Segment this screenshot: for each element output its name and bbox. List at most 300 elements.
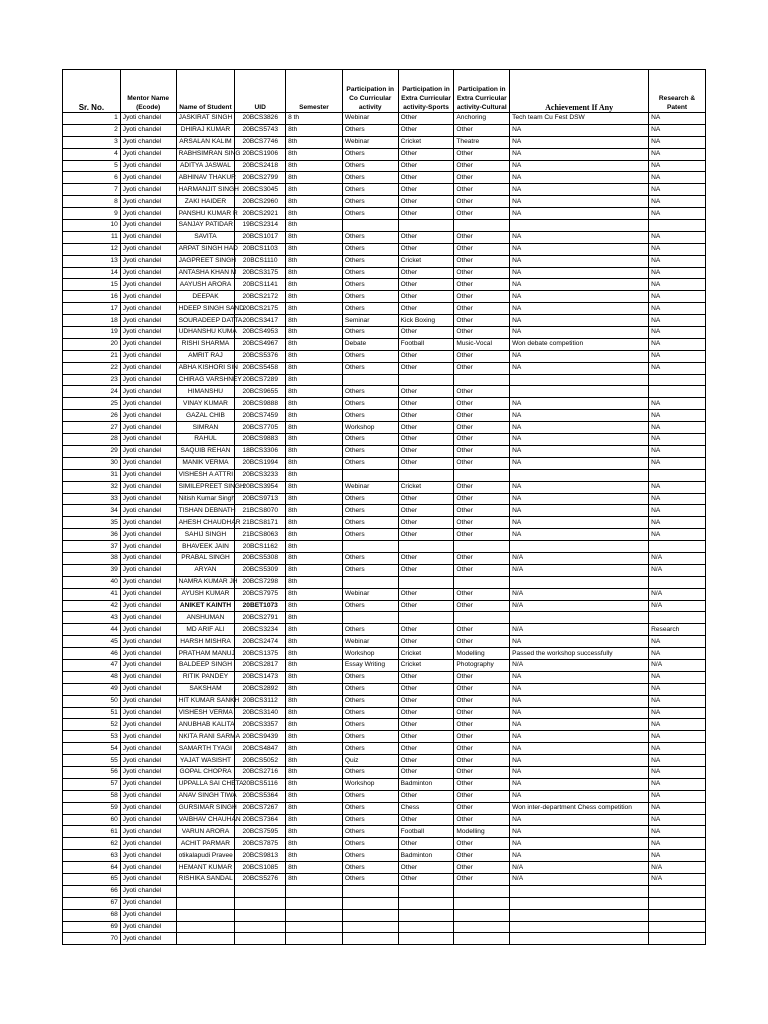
cell-co-curricular: Others xyxy=(342,766,398,778)
table-row xyxy=(63,374,706,386)
cell-co-curricular: Others xyxy=(342,148,398,160)
cell-achievement: NA xyxy=(510,731,649,743)
cell-uid: 20BCS5116 xyxy=(235,778,286,790)
cell-student-name xyxy=(176,909,235,921)
cell-research: NA xyxy=(649,172,706,184)
cell-sr-no: 22 xyxy=(63,362,121,374)
table-row xyxy=(63,731,706,743)
cell-semester: 8th xyxy=(286,374,343,386)
cell-achievement: NA xyxy=(510,362,649,374)
cell-co-curricular xyxy=(342,897,398,909)
cell-achievement: NA xyxy=(510,445,649,457)
cell-cultural: Other xyxy=(454,493,510,505)
cell-achievement: NA xyxy=(510,481,649,493)
cell-achievement: NA xyxy=(510,291,649,303)
cell-uid: 20BCS5276 xyxy=(235,874,286,886)
table-row xyxy=(63,148,706,160)
cell-sports: Other xyxy=(398,350,454,362)
cell-research: N/A xyxy=(649,659,706,671)
cell-cultural: Other xyxy=(454,814,510,826)
cell-uid: 20BCS3826 xyxy=(235,113,286,125)
cell-uid: 20BCS9888 xyxy=(235,398,286,410)
cell-cultural: Other xyxy=(454,802,510,814)
cell-sr-no: 38 xyxy=(63,552,121,564)
cell-sr-no: 16 xyxy=(63,291,121,303)
cell-achievement: NA xyxy=(510,243,649,255)
cell-student-name: RISHIKA SANDAL xyxy=(176,874,235,886)
cell-achievement: NA xyxy=(510,350,649,362)
table-row xyxy=(63,160,706,172)
cell-achievement: NA xyxy=(510,398,649,410)
cell-uid xyxy=(235,885,286,897)
cell-student-name: ANTASHA KHAN M xyxy=(176,267,235,279)
cell-cultural: Other xyxy=(454,410,510,422)
table-row xyxy=(63,683,706,695)
cell-achievement xyxy=(510,885,649,897)
cell-sr-no: 51 xyxy=(63,707,121,719)
cell-sr-no: 64 xyxy=(63,862,121,874)
cell-uid: 20BCS2799 xyxy=(235,172,286,184)
table-row xyxy=(63,850,706,862)
cell-co-curricular xyxy=(342,374,398,386)
table-row xyxy=(63,505,706,517)
cell-research: NA xyxy=(649,695,706,707)
cell-sports: Football xyxy=(398,826,454,838)
cell-sports xyxy=(398,220,454,232)
cell-research: NA xyxy=(649,529,706,541)
cell-co-curricular: Others xyxy=(342,802,398,814)
cell-uid: 20BCS7746 xyxy=(235,136,286,148)
cell-mentor: Jyoti chandel xyxy=(120,291,176,303)
cell-sr-no: 36 xyxy=(63,529,121,541)
cell-cultural: Other xyxy=(454,683,510,695)
header-achievement: Achievement If Any xyxy=(510,70,649,113)
cell-student-name: ANAV SINGH TIWA xyxy=(176,790,235,802)
cell-uid: 20BCS5743 xyxy=(235,124,286,136)
table-row xyxy=(63,220,706,232)
cell-research: NA xyxy=(649,410,706,422)
cell-sr-no: 4 xyxy=(63,148,121,160)
cell-sr-no: 39 xyxy=(63,564,121,576)
cell-sports: Kick Boxing xyxy=(398,315,454,327)
cell-mentor: Jyoti chandel xyxy=(120,731,176,743)
cell-cultural: Other xyxy=(454,874,510,886)
cell-uid: 20BCS2175 xyxy=(235,303,286,315)
cell-sr-no: 15 xyxy=(63,279,121,291)
cell-research: NA xyxy=(649,315,706,327)
cell-co-curricular: Workshop xyxy=(342,648,398,660)
cell-cultural: Other xyxy=(454,267,510,279)
cell-sr-no: 67 xyxy=(63,897,121,909)
cell-mentor: Jyoti chandel xyxy=(120,909,176,921)
cell-sports xyxy=(398,885,454,897)
cell-mentor: Jyoti chandel xyxy=(120,885,176,897)
cell-sr-no: 19 xyxy=(63,327,121,339)
cell-research: NA xyxy=(649,160,706,172)
cell-research: NA xyxy=(649,196,706,208)
cell-student-name: HDEEP SINGH SAND xyxy=(176,303,235,315)
cell-semester: 8th xyxy=(286,541,343,553)
table-row xyxy=(63,766,706,778)
cell-mentor: Jyoti chandel xyxy=(120,517,176,529)
header-semester: Semester xyxy=(286,70,343,113)
table-row xyxy=(63,588,706,600)
cell-uid: 20BCS1375 xyxy=(235,648,286,660)
cell-mentor: Jyoti chandel xyxy=(120,624,176,636)
table-row xyxy=(63,184,706,196)
cell-mentor: Jyoti chandel xyxy=(120,148,176,160)
cell-sports: Other xyxy=(398,624,454,636)
cell-cultural: Other xyxy=(454,850,510,862)
cell-co-curricular: Others xyxy=(342,683,398,695)
cell-achievement: N/A xyxy=(510,862,649,874)
cell-uid: 20BCS2791 xyxy=(235,612,286,624)
cell-co-curricular: Others xyxy=(342,208,398,220)
cell-mentor: Jyoti chandel xyxy=(120,743,176,755)
cell-student-name: SIMILEPREET SINGH xyxy=(176,481,235,493)
table-row xyxy=(63,386,706,398)
cell-cultural: Other xyxy=(454,434,510,446)
cell-cultural: Other xyxy=(454,350,510,362)
cell-mentor: Jyoti chandel xyxy=(120,362,176,374)
cell-sports: Cricket xyxy=(398,648,454,660)
cell-sports: Other xyxy=(398,113,454,125)
cell-uid: 20BCS2892 xyxy=(235,683,286,695)
cell-uid: 20BCS3045 xyxy=(235,184,286,196)
cell-mentor: Jyoti chandel xyxy=(120,600,176,612)
cell-achievement xyxy=(510,909,649,921)
cell-cultural xyxy=(454,885,510,897)
cell-uid: 20BCS5052 xyxy=(235,755,286,767)
cell-achievement: NA xyxy=(510,231,649,243)
cell-sr-no: 23 xyxy=(63,374,121,386)
cell-sports: Other xyxy=(398,719,454,731)
cell-research xyxy=(649,612,706,624)
cell-uid: 20BCS9439 xyxy=(235,731,286,743)
cell-sr-no: 53 xyxy=(63,731,121,743)
cell-uid: 20BCS5376 xyxy=(235,350,286,362)
cell-co-curricular: Webinar xyxy=(342,113,398,125)
cell-sports: Cricket xyxy=(398,481,454,493)
cell-co-curricular: Others xyxy=(342,184,398,196)
table-row xyxy=(63,564,706,576)
table-row xyxy=(63,362,706,374)
cell-semester: 8th xyxy=(286,564,343,576)
cell-semester: 8th xyxy=(286,291,343,303)
cell-semester: 8th xyxy=(286,327,343,339)
cell-achievement: N/A xyxy=(510,624,649,636)
cell-sr-no: 62 xyxy=(63,838,121,850)
cell-research xyxy=(649,576,706,588)
table-row xyxy=(63,445,706,457)
cell-uid xyxy=(235,909,286,921)
cell-sports: Other xyxy=(398,493,454,505)
cell-student-name: AHESH CHAUDHAR xyxy=(176,517,235,529)
cell-co-curricular: Others xyxy=(342,386,398,398)
cell-sr-no: 46 xyxy=(63,648,121,660)
cell-research: NA xyxy=(649,648,706,660)
cell-co-curricular: Others xyxy=(342,267,398,279)
cell-sr-no: 60 xyxy=(63,814,121,826)
cell-mentor: Jyoti chandel xyxy=(120,231,176,243)
table-row xyxy=(63,231,706,243)
cell-mentor: Jyoti chandel xyxy=(120,279,176,291)
cell-sr-no: 18 xyxy=(63,315,121,327)
table-row xyxy=(63,434,706,446)
cell-research: NA xyxy=(649,505,706,517)
cell-semester: 8th xyxy=(286,636,343,648)
cell-uid: 20BCS7364 xyxy=(235,814,286,826)
cell-sports: Other xyxy=(398,196,454,208)
cell-co-curricular: Others xyxy=(342,862,398,874)
cell-uid: 20BCS1103 xyxy=(235,243,286,255)
cell-research xyxy=(649,374,706,386)
cell-co-curricular: Others xyxy=(342,124,398,136)
cell-semester: 8th xyxy=(286,172,343,184)
table-row xyxy=(63,172,706,184)
table-row xyxy=(63,874,706,886)
cell-cultural: Other xyxy=(454,279,510,291)
cell-mentor: Jyoti chandel xyxy=(120,671,176,683)
cell-uid: 20BCS3357 xyxy=(235,719,286,731)
cell-uid: 21BCS8070 xyxy=(235,505,286,517)
cell-research: NA xyxy=(649,481,706,493)
cell-sr-no: 37 xyxy=(63,541,121,553)
cell-mentor: Jyoti chandel xyxy=(120,659,176,671)
table-row xyxy=(63,303,706,315)
cell-uid: 20BCS2921 xyxy=(235,208,286,220)
cell-uid: 20BCS3140 xyxy=(235,707,286,719)
cell-research: NA xyxy=(649,671,706,683)
cell-cultural: Other xyxy=(454,160,510,172)
cell-research xyxy=(649,933,706,945)
cell-achievement: NA xyxy=(510,327,649,339)
cell-achievement: NA xyxy=(510,315,649,327)
cell-sports: Other xyxy=(398,422,454,434)
cell-sr-no: 50 xyxy=(63,695,121,707)
cell-cultural: Other xyxy=(454,862,510,874)
header-uid: UID xyxy=(235,70,286,113)
cell-uid: 20BCS2474 xyxy=(235,636,286,648)
cell-sr-no: 52 xyxy=(63,719,121,731)
table-row xyxy=(63,648,706,660)
cell-co-curricular: Others xyxy=(342,362,398,374)
table-row xyxy=(63,267,706,279)
cell-co-curricular: Others xyxy=(342,172,398,184)
cell-mentor: Jyoti chandel xyxy=(120,386,176,398)
cell-semester: 8th xyxy=(286,505,343,517)
cell-co-curricular: Others xyxy=(342,196,398,208)
cell-sr-no: 68 xyxy=(63,909,121,921)
cell-sr-no: 56 xyxy=(63,766,121,778)
cell-student-name: VISHESH A ATTRI xyxy=(176,469,235,481)
cell-cultural: Other xyxy=(454,303,510,315)
cell-cultural: Other xyxy=(454,315,510,327)
cell-cultural: Other xyxy=(454,327,510,339)
cell-cultural: Other xyxy=(454,707,510,719)
cell-mentor: Jyoti chandel xyxy=(120,814,176,826)
cell-cultural: Other xyxy=(454,743,510,755)
cell-student-name: RISHI SHARMA xyxy=(176,338,235,350)
cell-cultural: Other xyxy=(454,695,510,707)
cell-achievement xyxy=(510,220,649,232)
cell-mentor: Jyoti chandel xyxy=(120,505,176,517)
cell-student-name: UPPALLA SAI CHETA xyxy=(176,778,235,790)
cell-mentor: Jyoti chandel xyxy=(120,220,176,232)
cell-sports: Other xyxy=(398,874,454,886)
cell-sr-no: 44 xyxy=(63,624,121,636)
cell-mentor: Jyoti chandel xyxy=(120,255,176,267)
table-row xyxy=(63,529,706,541)
cell-cultural: Modelling xyxy=(454,648,510,660)
cell-co-curricular: Quiz xyxy=(342,755,398,767)
cell-sports xyxy=(398,541,454,553)
cell-co-curricular: Others xyxy=(342,160,398,172)
cell-sr-no: 48 xyxy=(63,671,121,683)
cell-achievement: N/A xyxy=(510,600,649,612)
cell-achievement: Won debate competition xyxy=(510,338,649,350)
cell-co-curricular: Others xyxy=(342,850,398,862)
cell-cultural xyxy=(454,897,510,909)
cell-co-curricular: Others xyxy=(342,529,398,541)
cell-mentor: Jyoti chandel xyxy=(120,766,176,778)
cell-student-name: AAYUSH ARORA xyxy=(176,279,235,291)
cell-cultural xyxy=(454,374,510,386)
cell-co-curricular: Others xyxy=(342,695,398,707)
cell-sports: Other xyxy=(398,814,454,826)
cell-sr-no: 63 xyxy=(63,850,121,862)
cell-cultural: Other xyxy=(454,552,510,564)
cell-cultural: Other xyxy=(454,624,510,636)
cell-mentor: Jyoti chandel xyxy=(120,208,176,220)
cell-research: NA xyxy=(649,636,706,648)
cell-mentor: Jyoti chandel xyxy=(120,541,176,553)
cell-achievement: NA xyxy=(510,493,649,505)
cell-cultural: Other xyxy=(454,731,510,743)
cell-student-name: ADITYA JASWAL xyxy=(176,160,235,172)
cell-uid: 18BCS3306 xyxy=(235,445,286,457)
cell-co-curricular: Others xyxy=(342,457,398,469)
cell-achievement: NA xyxy=(510,196,649,208)
cell-uid: 20BCS7459 xyxy=(235,410,286,422)
cell-sr-no: 13 xyxy=(63,255,121,267)
cell-student-name xyxy=(176,933,235,945)
cell-uid: 21BCS8171 xyxy=(235,517,286,529)
cell-semester: 8th xyxy=(286,517,343,529)
cell-student-name: BHAVEEK JAIN xyxy=(176,541,235,553)
cell-research: NA xyxy=(649,184,706,196)
table-row xyxy=(63,838,706,850)
cell-student-name: NKITA RANI SARMA xyxy=(176,731,235,743)
cell-sports xyxy=(398,612,454,624)
cell-semester: 8th xyxy=(286,493,343,505)
table-row xyxy=(63,885,706,897)
table-row xyxy=(63,921,706,933)
cell-research xyxy=(649,909,706,921)
cell-sr-no: 55 xyxy=(63,755,121,767)
table-row xyxy=(63,600,706,612)
cell-cultural: Other xyxy=(454,231,510,243)
cell-sr-no: 33 xyxy=(63,493,121,505)
cell-mentor: Jyoti chandel xyxy=(120,327,176,339)
cell-mentor: Jyoti chandel xyxy=(120,529,176,541)
cell-cultural: Other xyxy=(454,172,510,184)
cell-cultural xyxy=(454,933,510,945)
cell-achievement: NA xyxy=(510,172,649,184)
header-research-patent: Research & Patent xyxy=(649,70,706,113)
cell-cultural: Other xyxy=(454,529,510,541)
cell-student-name: VAIBHAV CHAUHAN xyxy=(176,814,235,826)
cell-sports: Other xyxy=(398,386,454,398)
cell-co-curricular: Others xyxy=(342,434,398,446)
cell-research xyxy=(649,541,706,553)
cell-mentor: Jyoti chandel xyxy=(120,350,176,362)
cell-achievement: N/A xyxy=(510,564,649,576)
cell-uid xyxy=(235,897,286,909)
cell-semester: 8th xyxy=(286,778,343,790)
cell-mentor: Jyoti chandel xyxy=(120,243,176,255)
cell-semester: 8th xyxy=(286,624,343,636)
cell-student-name: RAHUL xyxy=(176,434,235,446)
cell-uid: 20BCS7975 xyxy=(235,588,286,600)
cell-co-curricular xyxy=(342,909,398,921)
table-row xyxy=(63,541,706,553)
cell-achievement xyxy=(510,897,649,909)
cell-cultural: Other xyxy=(454,838,510,850)
cell-sr-no: 25 xyxy=(63,398,121,410)
cell-student-name: ANSHUMAN xyxy=(176,612,235,624)
table-row xyxy=(63,136,706,148)
cell-uid: 20BCS3954 xyxy=(235,481,286,493)
cell-sports: Other xyxy=(398,838,454,850)
cell-cultural: Other xyxy=(454,588,510,600)
table-row xyxy=(63,612,706,624)
cell-student-name: AMRIT RAJ xyxy=(176,350,235,362)
header-sports: Participation in Extra Curricular activity-Sports xyxy=(398,70,454,113)
cell-student-name: JASKIRAT SINGH xyxy=(176,113,235,125)
cell-student-name: UDHANSHU KUMA xyxy=(176,327,235,339)
cell-achievement xyxy=(510,933,649,945)
cell-mentor: Jyoti chandel xyxy=(120,588,176,600)
table-row xyxy=(63,719,706,731)
cell-achievement: NA xyxy=(510,160,649,172)
table-row xyxy=(63,802,706,814)
cell-co-curricular xyxy=(342,469,398,481)
cell-student-name: GURSIMAR SINGH xyxy=(176,802,235,814)
cell-uid: 20BCS9713 xyxy=(235,493,286,505)
cell-co-curricular: Others xyxy=(342,327,398,339)
cell-mentor: Jyoti chandel xyxy=(120,457,176,469)
table-row xyxy=(63,659,706,671)
cell-student-name: ABHA KISHORI SIN xyxy=(176,362,235,374)
table-row xyxy=(63,636,706,648)
cell-achievement: NA xyxy=(510,695,649,707)
cell-sr-no: 35 xyxy=(63,517,121,529)
cell-co-curricular: Workshop xyxy=(342,422,398,434)
cell-sports: Other xyxy=(398,695,454,707)
cell-sports xyxy=(398,469,454,481)
cell-co-curricular: Others xyxy=(342,707,398,719)
table-row xyxy=(63,481,706,493)
cell-sports xyxy=(398,576,454,588)
cell-sr-no: 66 xyxy=(63,885,121,897)
cell-research: N/A xyxy=(649,600,706,612)
cell-uid: 20BCS9883 xyxy=(235,434,286,446)
cell-sports: Other xyxy=(398,564,454,576)
cell-research: NA xyxy=(649,136,706,148)
cell-uid xyxy=(235,933,286,945)
cell-research: NA xyxy=(649,231,706,243)
